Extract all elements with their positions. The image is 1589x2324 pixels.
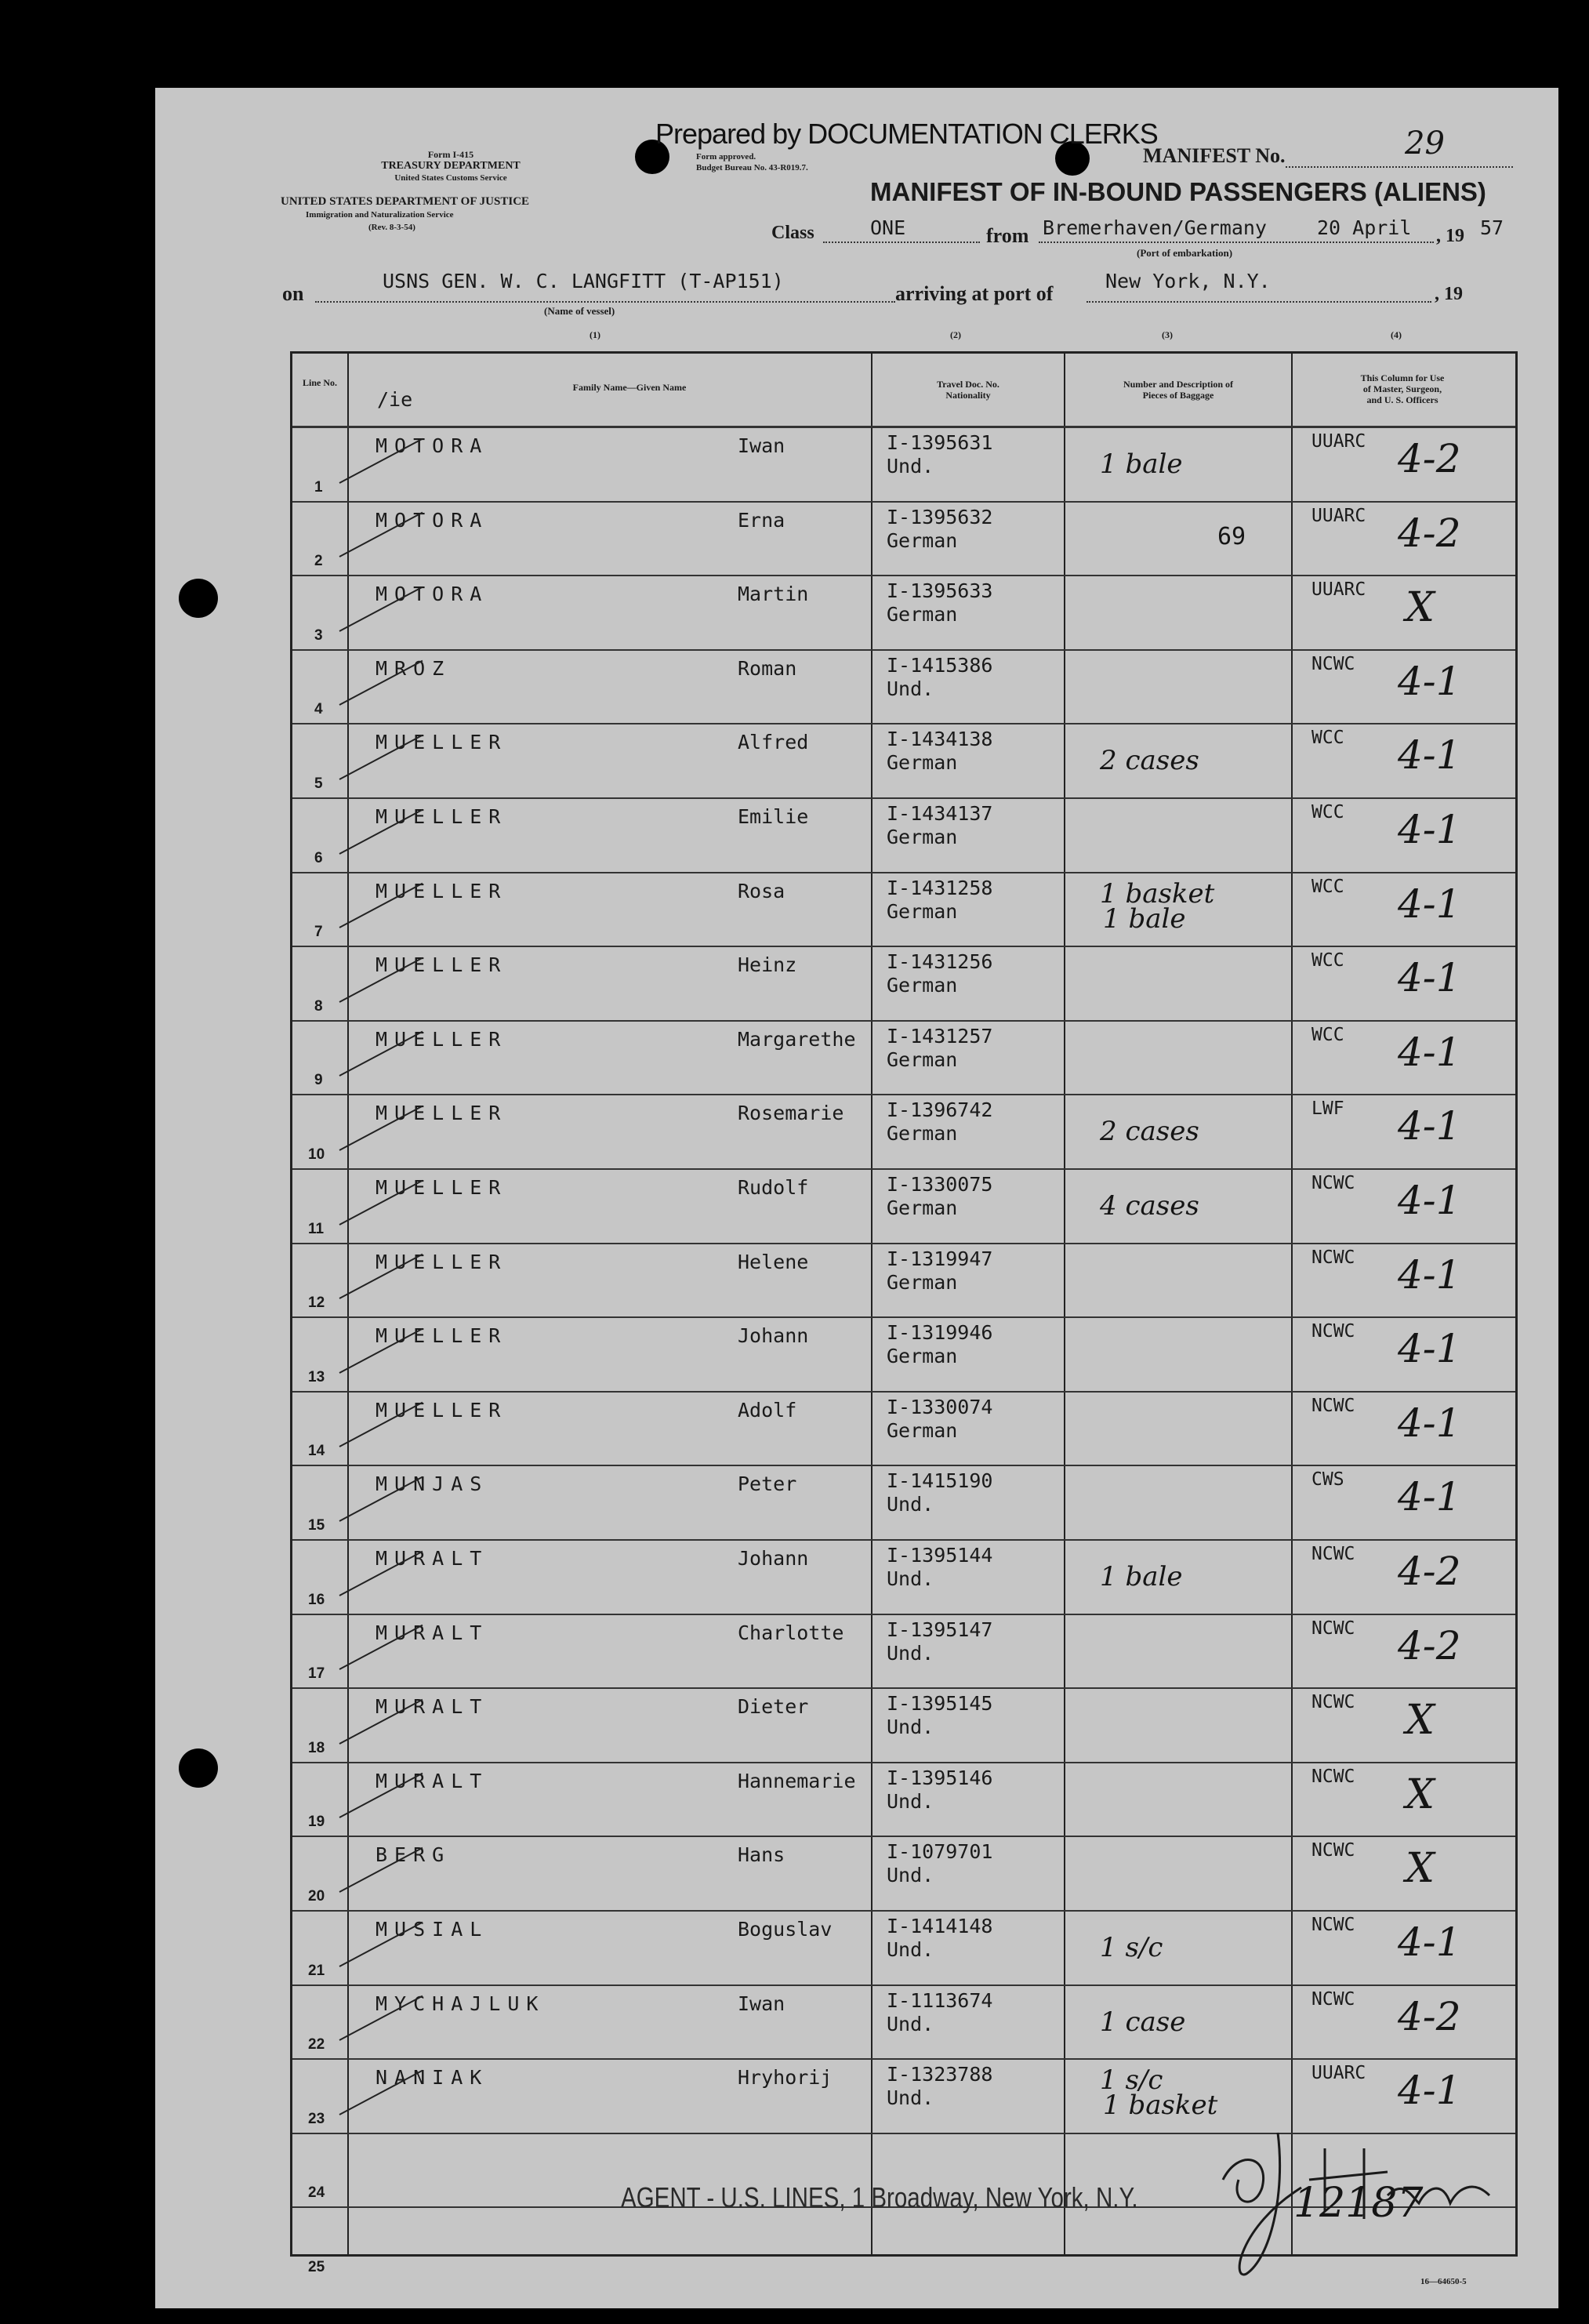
given-name: Rudolf xyxy=(738,1176,809,1199)
line-number: 24 xyxy=(308,2184,325,2202)
header-divider xyxy=(292,426,1515,428)
agency-code: UUARC xyxy=(1311,2063,1366,2084)
baggage-description: 1 bale xyxy=(1103,902,1186,935)
family-name: MOTORA xyxy=(375,434,489,457)
row-divider xyxy=(292,946,1515,947)
baggage-description: 1 basket xyxy=(1103,2090,1218,2122)
date-value: 20 April xyxy=(1317,216,1412,239)
travel-doc-number: I-1415190 xyxy=(887,1469,993,1493)
line-number: 16 xyxy=(308,1591,325,1608)
officer-mark: 4-1 xyxy=(1398,2068,1461,2114)
family-name: MUNJAS xyxy=(375,1472,489,1496)
family-name: MURALT xyxy=(375,1621,489,1644)
travel-doc-number: I-1395633 xyxy=(887,579,993,603)
given-name: Johann xyxy=(738,1324,809,1348)
agency-code: NCWC xyxy=(1311,653,1355,674)
family-name: MOTORA xyxy=(375,583,489,606)
line-number: 11 xyxy=(308,1220,325,1237)
travel-doc-number: I-1415386 xyxy=(887,653,993,677)
agency-code: UUARC xyxy=(1311,579,1366,601)
baggage-description: 1 s/c xyxy=(1100,1932,1163,1963)
given-name: Hans xyxy=(738,1843,785,1867)
col-num-4: (4) xyxy=(1391,329,1402,340)
officer-mark: X xyxy=(1406,1770,1435,1818)
vessel-line xyxy=(315,301,895,303)
agency-code: WCC xyxy=(1311,950,1344,971)
baggage-description: 1 basket xyxy=(1100,877,1215,910)
vessel-caption: (Name of vessel) xyxy=(544,305,615,317)
row-divider xyxy=(292,1836,1515,1837)
agency-code: NCWC xyxy=(1311,1173,1355,1193)
line-number: 23 xyxy=(308,2110,325,2127)
baggage-description: 2 cases xyxy=(1100,1116,1199,1148)
form-revision: (Rev. 8-3-54) xyxy=(368,223,415,232)
officer-mark: 4-1 xyxy=(1398,1474,1461,1520)
travel-doc-number: I-1434137 xyxy=(887,802,993,825)
line-number: 4 xyxy=(314,701,323,718)
col-num-3: (3) xyxy=(1162,329,1173,340)
nationality: Und. xyxy=(887,2086,934,2110)
given-name: Dieter xyxy=(738,1695,809,1719)
row-divider xyxy=(292,1762,1515,1763)
officer-signature xyxy=(1207,2101,1505,2290)
given-name: Rosa xyxy=(738,879,785,902)
port-line xyxy=(1087,301,1431,303)
given-name: Rosemarie xyxy=(738,1102,844,1125)
treasury-dept: TREASURY DEPARTMENT xyxy=(381,160,521,172)
agency-code: WCC xyxy=(1311,1024,1344,1045)
nationality: Und. xyxy=(887,455,934,478)
family-name: MUELLER xyxy=(375,1102,508,1125)
officer-mark: 4-1 xyxy=(1398,881,1461,927)
travel-doc-number: I-1431258 xyxy=(887,876,993,899)
officer-mark: 4-1 xyxy=(1398,807,1461,852)
nationality: German xyxy=(887,1122,958,1146)
family-name: MUELLER xyxy=(375,1250,508,1273)
given-name: Hryhorij xyxy=(738,2066,833,2090)
nationality: German xyxy=(887,1345,958,1368)
travel-doc-number: I-1395144 xyxy=(887,1544,993,1567)
col-num-2: (2) xyxy=(950,329,961,340)
officer-mark: 4-2 xyxy=(1398,436,1461,481)
officer-mark: 4-1 xyxy=(1398,1251,1461,1298)
header-ie: /ie xyxy=(377,388,413,411)
baggage-description: 1 bale xyxy=(1100,1561,1183,1592)
travel-doc-number: I-1330075 xyxy=(887,1173,993,1196)
line-number: 6 xyxy=(314,849,323,866)
nationality: German xyxy=(887,1196,958,1219)
line-number: 14 xyxy=(308,1443,325,1460)
family-name: MUELLER xyxy=(375,1176,508,1199)
justice-dept: UNITED STATES DEPARTMENT OF JUSTICE xyxy=(281,195,530,208)
row-divider xyxy=(292,797,1515,799)
given-name: Iwan xyxy=(738,434,785,457)
travel-doc-number: I-1323788 xyxy=(887,2063,993,2086)
officer-mark: X xyxy=(1406,1845,1435,1893)
print-code: 16—64650-5 xyxy=(1420,2277,1467,2286)
nationality: Und. xyxy=(887,1493,934,1516)
agency-code: NCWC xyxy=(1311,1766,1355,1787)
customs-service: United States Customs Service xyxy=(394,173,507,183)
header-baggage-2: Pieces of Baggage xyxy=(1142,390,1214,401)
line-number: 3 xyxy=(314,626,323,644)
officer-mark: 4-2 xyxy=(1398,510,1461,556)
family-name: MROZ xyxy=(375,656,452,680)
line-number: 20 xyxy=(308,1888,325,1905)
col-divider xyxy=(1291,354,1293,2254)
officer-mark: 4-1 xyxy=(1398,1029,1461,1075)
nationality: Und. xyxy=(887,1567,934,1590)
header-baggage-1: Number and Description of xyxy=(1123,379,1234,390)
header-use-1: This Column for Use xyxy=(1360,372,1445,383)
family-name: MUELLER xyxy=(375,1398,508,1422)
line-number: 2 xyxy=(314,553,323,570)
line-number: 7 xyxy=(314,924,323,941)
agency-code: UUARC xyxy=(1311,505,1366,526)
given-name: Johann xyxy=(738,1547,809,1570)
manifest-no-value: 29 xyxy=(1405,125,1445,162)
officer-mark: 4-2 xyxy=(1398,1622,1461,1669)
family-name: MUELLER xyxy=(375,805,508,828)
agency-code: WCC xyxy=(1311,876,1344,897)
nationality: German xyxy=(887,1270,958,1294)
agency-code: NCWC xyxy=(1311,1544,1355,1564)
given-name: Iwan xyxy=(738,1992,785,2015)
agency-code: WCC xyxy=(1311,728,1344,749)
agent-stamp: AGENT - U.S. LINES, 1 Broadway, New York, N.Y. xyxy=(621,2181,1138,2213)
officer-mark: X xyxy=(1406,584,1435,632)
travel-doc-number: I-1396742 xyxy=(887,1098,993,1122)
row-divider xyxy=(292,1910,1515,1912)
row-divider xyxy=(292,1465,1515,1466)
nationality: Und. xyxy=(887,2012,934,2035)
line-number: 5 xyxy=(314,775,323,792)
nationality: German xyxy=(887,899,958,923)
from-value: Bremerhaven/Germany xyxy=(1043,216,1267,239)
header-use-3: and U. S. Officers xyxy=(1366,394,1438,405)
agency-code: NCWC xyxy=(1311,1988,1355,2010)
col-divider xyxy=(347,354,349,2254)
class-label: Class xyxy=(771,223,814,243)
row-divider xyxy=(292,1316,1515,1318)
row-divider xyxy=(292,1094,1515,1095)
form-number: Form I-415 xyxy=(427,149,474,160)
row-divider xyxy=(292,2058,1515,2060)
row-divider xyxy=(292,649,1515,651)
clerk-stamp: Prepared by DOCUMENTATION CLERKS xyxy=(655,118,1158,150)
nationality: German xyxy=(887,603,958,626)
baggage-description: 2 cases xyxy=(1100,745,1199,777)
line-number: 25 xyxy=(308,2259,325,2275)
line-number: 19 xyxy=(308,1814,325,1831)
travel-doc-number: I-1113674 xyxy=(887,1988,993,2012)
family-name: NANIAK xyxy=(375,2066,489,2090)
on-label: on xyxy=(282,282,304,305)
nationality: German xyxy=(887,751,958,775)
row-divider xyxy=(292,1687,1515,1689)
col-num-1: (1) xyxy=(590,329,600,340)
manifest-no-label: MANIFEST No. xyxy=(1143,144,1286,167)
agency-code: NCWC xyxy=(1311,1915,1355,1935)
row-divider xyxy=(292,1243,1515,1244)
header-travel-doc: Travel Doc. No. xyxy=(937,379,999,390)
given-name: Margarethe xyxy=(738,1027,856,1051)
travel-doc-number: I-1319947 xyxy=(887,1247,993,1270)
agency-code: NCWC xyxy=(1311,1395,1355,1416)
agency-code: CWS xyxy=(1311,1469,1344,1491)
given-name: Alfred xyxy=(738,731,809,754)
travel-doc-number: I-1330074 xyxy=(887,1395,993,1418)
family-name: MUELLER xyxy=(375,879,508,902)
line-number: 1 xyxy=(314,478,323,496)
arrival-year: , 19 xyxy=(1435,284,1463,304)
given-name: Erna xyxy=(738,508,785,532)
nationality: Und. xyxy=(887,677,934,700)
budget-number: Budget Bureau No. 43-R019.7. xyxy=(696,163,808,172)
port-value: New York, N.Y. xyxy=(1105,270,1271,292)
baggage-description: 4 cases xyxy=(1100,1190,1199,1222)
year-prefix: , 19 xyxy=(1436,226,1464,246)
given-name: Hannemarie xyxy=(738,1769,856,1792)
line-number: 17 xyxy=(308,1665,325,1683)
vessel-value: USNS GEN. W. C. LANGFITT (T-AP151) xyxy=(383,270,784,292)
year-value: 57 xyxy=(1480,216,1504,239)
officer-mark: 4-2 xyxy=(1398,1993,1461,2039)
officer-mark: 4-1 xyxy=(1398,658,1461,704)
col-divider xyxy=(1064,354,1065,2254)
given-name: Boguslav xyxy=(738,1918,833,1941)
nationality: German xyxy=(887,528,958,552)
line-number: 15 xyxy=(308,1517,325,1534)
punch-hole xyxy=(179,1748,218,1788)
travel-doc-number: I-1414148 xyxy=(887,1915,993,1937)
arriving-label: arriving at port of xyxy=(895,282,1054,305)
row-divider xyxy=(292,1614,1515,1615)
row-divider xyxy=(292,1168,1515,1170)
row-divider xyxy=(292,1539,1515,1541)
form-approved: Form approved. xyxy=(696,152,756,162)
nationality: German xyxy=(887,1048,958,1071)
officer-mark: X xyxy=(1406,1697,1435,1745)
row-divider xyxy=(292,1020,1515,1022)
given-name: Martin xyxy=(738,583,809,606)
header-use-2: of Master, Surgeon, xyxy=(1362,383,1442,394)
travel-doc-number: I-1431256 xyxy=(887,950,993,974)
family-name: BERG xyxy=(375,1843,452,1867)
officer-mark: 4-1 xyxy=(1398,1919,1461,1965)
given-name: Adolf xyxy=(738,1398,797,1422)
family-name: MUELLER xyxy=(375,1027,508,1051)
nationality: Und. xyxy=(887,1789,934,1813)
from-line xyxy=(1039,241,1434,243)
line-number: 21 xyxy=(308,1962,325,1979)
family-name: MUSIAL xyxy=(375,1918,489,1941)
travel-doc-number: I-1434138 xyxy=(887,728,993,751)
given-name: Charlotte xyxy=(738,1621,844,1644)
line-number: 10 xyxy=(308,1146,325,1163)
header-name: Family Name—Given Name xyxy=(572,382,687,393)
nationality: German xyxy=(887,826,958,848)
nationality: German xyxy=(887,1418,958,1442)
embark-caption: (Port of embarkation) xyxy=(1137,247,1233,259)
line-number: 8 xyxy=(314,997,323,1015)
manifest-no-line xyxy=(1286,166,1513,168)
line-number: 9 xyxy=(314,1072,323,1089)
line-number: 18 xyxy=(308,1739,325,1756)
passenger-table xyxy=(290,351,1518,2275)
header-line-no: Line No. xyxy=(302,377,337,388)
travel-doc-number: I-1395631 xyxy=(887,431,993,454)
punch-hole xyxy=(179,579,218,618)
col-divider xyxy=(871,354,872,2254)
given-name: Roman xyxy=(738,656,797,680)
row-divider xyxy=(292,501,1515,503)
baggage-description: 1 case xyxy=(1100,2006,1186,2038)
family-name: MYCHAJLUK xyxy=(375,1992,546,2015)
officer-mark: 4-1 xyxy=(1398,955,1461,1001)
class-value: ONE xyxy=(870,216,906,239)
agency-code: NCWC xyxy=(1311,1840,1355,1861)
agency-code: WCC xyxy=(1311,802,1344,822)
family-name: MURALT xyxy=(375,1695,489,1719)
nationality: Und. xyxy=(887,1938,934,1961)
agency-code: NCWC xyxy=(1311,1321,1355,1342)
row-divider xyxy=(292,575,1515,576)
travel-doc-number: I-1395145 xyxy=(887,1692,993,1716)
row-divider xyxy=(292,723,1515,724)
line-number: 12 xyxy=(308,1295,325,1312)
row-divider xyxy=(292,1391,1515,1393)
given-name: Peter xyxy=(738,1472,797,1496)
travel-doc-number: I-1079701 xyxy=(887,1840,993,1864)
nationality: Und. xyxy=(887,1864,934,1887)
class-line xyxy=(823,241,980,243)
travel-doc-number: I-1319946 xyxy=(887,1321,993,1345)
given-name: Emilie xyxy=(738,805,809,828)
agency-code: NCWC xyxy=(1311,1692,1355,1713)
baggage-description: 1 s/c xyxy=(1100,2064,1163,2097)
baggage-description: 69 xyxy=(1217,522,1246,550)
officer-mark: 4-1 xyxy=(1398,1178,1461,1223)
given-name: Heinz xyxy=(738,953,797,977)
officer-mark: 4-2 xyxy=(1398,1549,1461,1594)
family-name: MURALT xyxy=(375,1547,489,1570)
header-nationality: Nationality xyxy=(945,390,991,401)
agency-code: LWF xyxy=(1311,1098,1344,1120)
family-name: MUELLER xyxy=(375,1324,508,1348)
family-name: MUELLER xyxy=(375,953,508,977)
manifest-title: MANIFEST OF IN-BOUND PASSENGERS (ALIENS) xyxy=(870,177,1486,206)
row-divider xyxy=(292,1984,1515,1986)
travel-doc-number: I-1395632 xyxy=(887,505,993,528)
officer-mark: 4-1 xyxy=(1398,1400,1461,1446)
ins-service: Immigration and Naturalization Service xyxy=(306,210,454,220)
given-name: Helene xyxy=(738,1250,809,1273)
travel-doc-number: I-1395146 xyxy=(887,1766,993,1789)
family-name: MOTORA xyxy=(375,508,489,532)
nationality: German xyxy=(887,974,958,997)
line-number: 13 xyxy=(308,1368,325,1385)
officer-mark: 4-1 xyxy=(1398,1326,1461,1372)
nationality: Und. xyxy=(887,1641,934,1665)
family-name: MURALT xyxy=(375,1769,489,1792)
handwritten-number: 12187 xyxy=(1293,2180,1424,2227)
baggage-description: 1 bale xyxy=(1100,448,1183,480)
officer-mark: 4-1 xyxy=(1398,732,1461,779)
travel-doc-number: I-1395147 xyxy=(887,1618,993,1641)
family-name: MUELLER xyxy=(375,731,508,754)
line-number: 22 xyxy=(308,2036,325,2053)
agency-code: UUARC xyxy=(1311,431,1366,452)
agency-code: NCWC xyxy=(1311,1618,1355,1639)
agency-code: NCWC xyxy=(1311,1247,1355,1268)
nationality: Und. xyxy=(887,1716,934,1739)
officer-mark: 4-1 xyxy=(1398,1103,1461,1149)
travel-doc-number: I-1431257 xyxy=(887,1024,993,1048)
from-label: from xyxy=(986,224,1029,247)
row-divider xyxy=(292,872,1515,873)
